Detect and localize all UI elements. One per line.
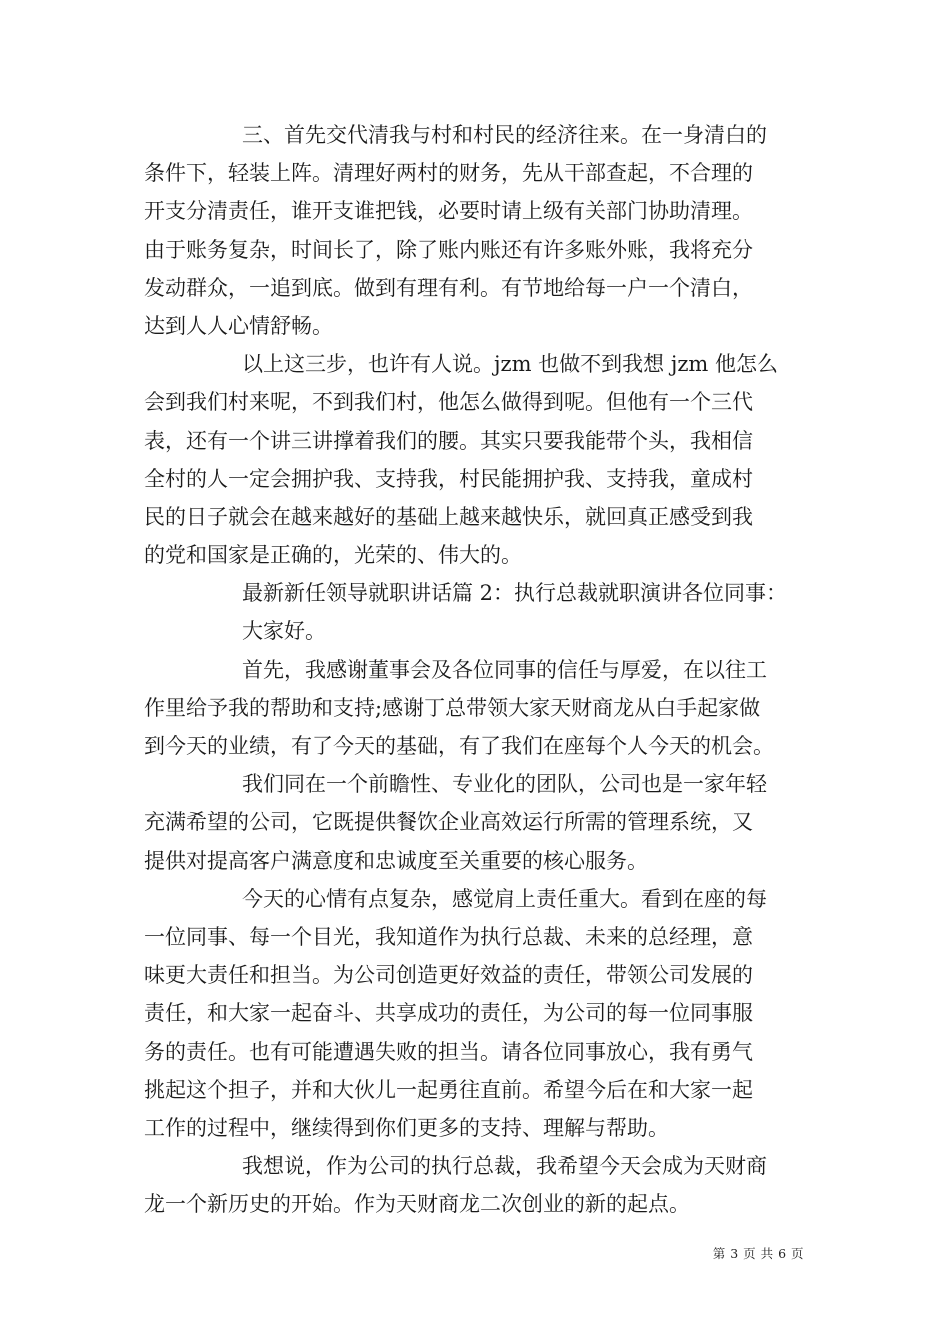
- paragraph-line: 我想说，作为公司的执行总裁，我希望今天会成为天财商: [242, 1154, 767, 1179]
- paragraph-line: 发动群众，一追到底。做到有理有利。有节地给每一户一个清白，: [144, 275, 753, 300]
- paragraph-line: 一位同事、每一个目光，我知道作为执行总裁、未来的总经理，意: [144, 924, 753, 949]
- paragraph-line: 首先，我感谢董事会及各位同事的信任与厚爱，在以往工: [242, 657, 767, 682]
- paragraph-line: 责任，和大家一起奋斗、共享成功的责任，为公司的每一位同事服: [144, 1001, 753, 1026]
- paragraph-line: 我们同在一个前瞻性、专业化的团队，公司也是一家年轻: [242, 772, 767, 797]
- paragraph-line: 提供对提高客户满意度和忠诚度至关重要的核心服务。: [144, 848, 648, 873]
- paragraph-line: 由于账务复杂，时间长了，除了账内账还有许多账外账，我将充分: [144, 237, 753, 262]
- paragraph-line: 味更大责任和担当。为公司创造更好效益的责任，带领公司发展的: [144, 963, 753, 988]
- paragraph-line: 今天的心情有点复杂，感觉肩上责任重大。看到在座的每: [242, 886, 767, 911]
- paragraph-line: 表，还有一个讲三讲撑着我们的腰。其实只要我能带个头，我相信: [144, 428, 753, 453]
- paragraph-line: 民的日子就会在越来越好的基础上越来越快乐，就回真正感受到我: [144, 504, 753, 529]
- section-heading-line: 最新新任领导就职讲话篇 2：执行总裁就职演讲各位同事：: [242, 581, 788, 606]
- page-number: 第 3 页 共 6 页: [712, 1246, 804, 1261]
- paragraph-line: 务的责任。也有可能遭遇失败的担当。请各位同事放心，我有勇气: [144, 1039, 753, 1064]
- paragraph-line: 全村的人一定会拥护我、支持我，村民能拥护我、支持我，童成村: [144, 466, 753, 491]
- paragraph-line: 充满希望的公司，它既提供餐饮企业高效运行所需的管理系统，又: [144, 810, 753, 835]
- greeting-line: 大家好。: [242, 619, 326, 644]
- paragraph-line: 挑起这个担子，并和大伙儿一起勇往直前。希望今后在和大家一起: [144, 1077, 753, 1102]
- paragraph-line: 龙一个新历史的开始。作为天财商龙二次创业的新的起点。: [144, 1192, 690, 1217]
- paragraph-line: 开支分清责任，谁开支谁把钱，必要时请上级有关部门协助清理。: [144, 199, 753, 224]
- document-body: [144, 116, 808, 1223]
- paragraph-line: 会到我们村来呢，不到我们村，他怎么做得到呢。但他有一个三代: [144, 390, 753, 415]
- paragraph-line: 工作的过程中，继续得到你们更多的支持、理解与帮助。: [144, 1115, 669, 1140]
- paragraph-line: 达到人人心情舒畅。: [144, 313, 333, 338]
- paragraph-line: 三、首先交代清我与村和村民的经济往来。在一身清白的: [242, 123, 767, 147]
- paragraph-line: 以上这三步，也许有人说。jzm 也做不到我想 jzm 他怎么: [242, 352, 779, 377]
- paragraph-line: 条件下，轻装上阵。清理好两村的财务，先从干部查起，不合理的: [144, 161, 753, 186]
- paragraph-line: 的党和国家是正确的，光荣的、伟大的。: [144, 543, 522, 568]
- paragraph-line: 作里给予我的帮助和支持;感谢丁总带领大家天财商龙从白手起家做: [144, 695, 761, 720]
- paragraph-line: 到今天的业绩，有了今天的基础，有了我们在座每个人今天的机会。: [144, 734, 774, 758]
